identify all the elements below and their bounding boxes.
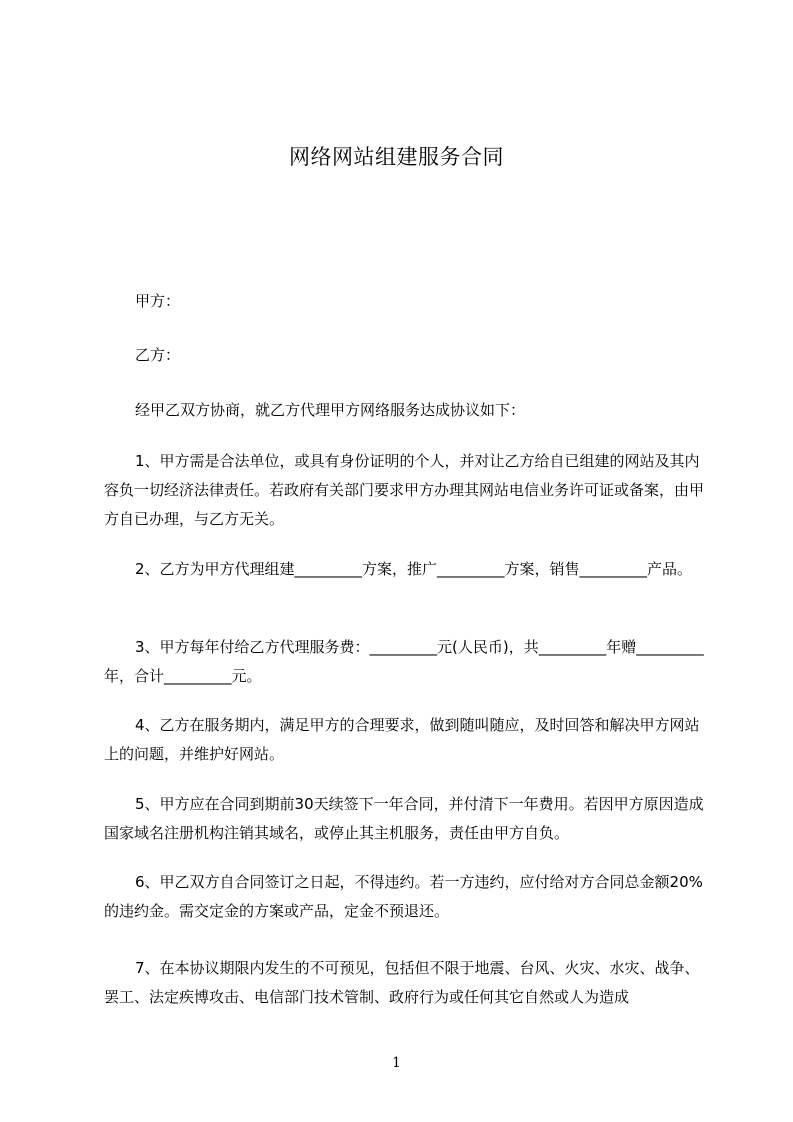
document-title: 网络网站组建服务合同 <box>289 145 504 169</box>
page-number: 1 <box>392 1055 401 1071</box>
party-b-label: 乙方： <box>135 346 181 364</box>
party-a-label: 甲方： <box>135 292 181 310</box>
clause-4: 4、乙方在服务期内，满足甲方的合理要求，做到随叫随应，及时回答和解决甲方网站上的问题，并维护好网站。 <box>104 716 700 763</box>
clause-3: 3、甲方每年付给乙方代理服务费：_________元(人民币)，共_________年赠_________年，合计_________元。 <box>104 638 704 685</box>
clause-5: 5、甲方应在合同到期前30天续签下一年合同，并付清下一年费用。若因甲方原因造成国家域名注册机构注销其域名，或停止其主机服务，责任由甲方自负。 <box>104 795 704 842</box>
clause-2: 2、乙方为甲方代理组建_________方案，推广_________方案，销售_________产品。 <box>135 560 693 578</box>
clause-1: 1、甲方需是合法单位，或具有身份证明的个人，并对让乙方给自已组建的网站及其内容负一切经济法律责任。若政府有关部门要求甲方办理其网站电信业务许可证或备案，由甲方自已办理，与乙方无关。 <box>104 452 705 528</box>
clause-7: 7、在本协议期限内发生的不可预见，包括但不限于地震、台风、火灾、水灾、战争、罢工、法定疾博攻击、电信部门技术管制、政府行为或任何其它自然或人为造成 <box>104 959 700 1006</box>
intro-paragraph: 经甲乙双方协商，就乙方代理甲方网络服务达成协议如下： <box>135 401 526 419</box>
clause-6: 6、甲乙双方自合同签订之日起，不得违约。若一方违约，应付给对方合同总金额20%的违约金。需交定金的方案或产品，定金不预退还。 <box>104 873 703 920</box>
